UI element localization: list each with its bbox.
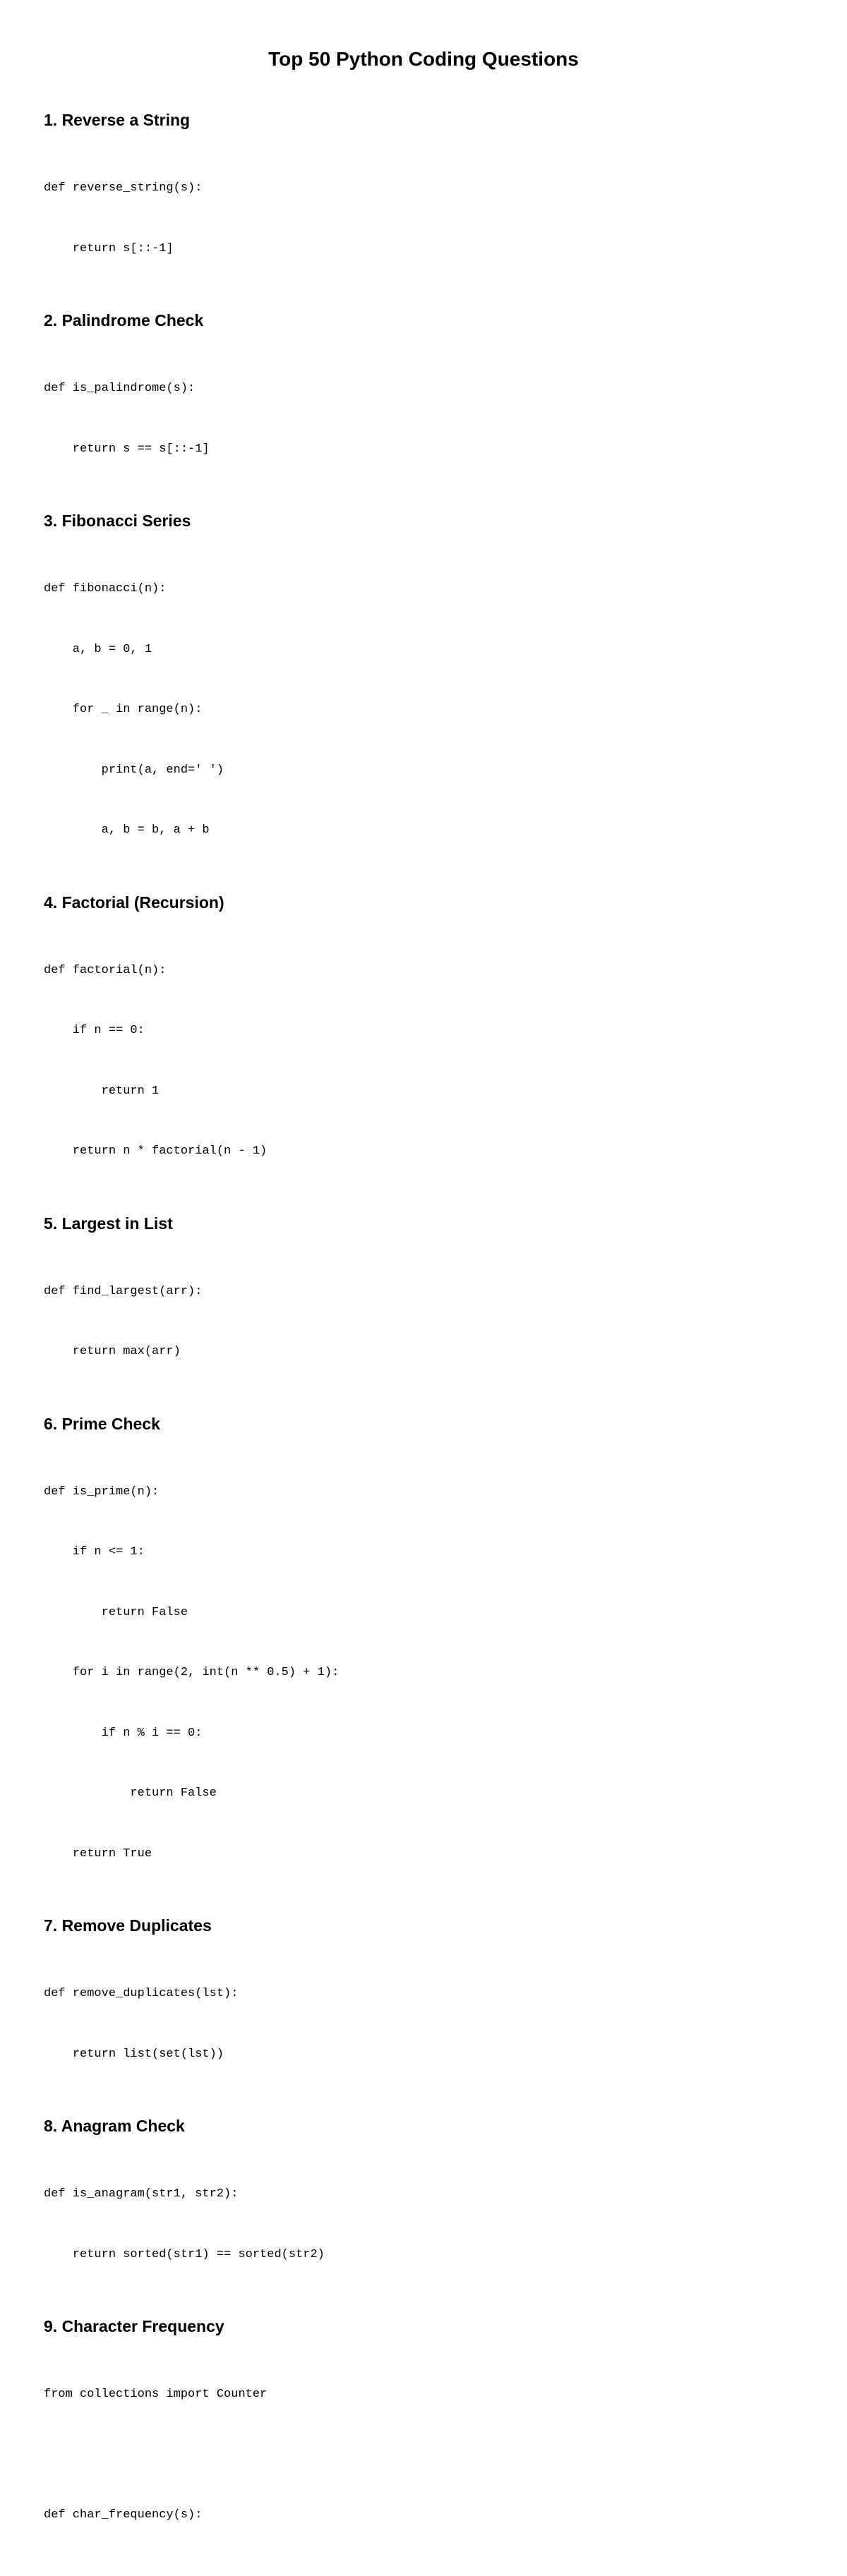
code-line: def is_prime(n): — [44, 1484, 160, 1499]
code-block — [44, 339, 806, 500]
code-line: from collections import Counter — [44, 2388, 268, 2401]
code-line: return max(arr) — [44, 1345, 181, 1358]
question-section — [44, 891, 806, 1202]
document-title: Top 50 Python Coding Questions — [268, 48, 579, 70]
code-line: if n == 0: — [44, 1024, 145, 1037]
section-heading: 6. Prime Check — [44, 1414, 160, 1433]
code-line: return 1 — [44, 1084, 160, 1098]
question-section — [44, 1914, 806, 2105]
code-block — [44, 2345, 806, 2566]
code-line: return s[::-1] — [44, 241, 174, 255]
code-line: print(a, end=' ') — [44, 763, 224, 777]
code-block — [44, 1944, 806, 2105]
section-heading: 3. Fibonacci Series — [44, 512, 191, 530]
code-line: return False — [44, 1786, 217, 1800]
code-line: a, b = b, a + b — [44, 823, 210, 837]
question-section — [44, 2315, 806, 2566]
code-block — [44, 1242, 806, 1403]
section-heading: 8. Anagram Check — [44, 2117, 185, 2135]
code-line: return s == s[::-1] — [44, 442, 210, 456]
code-line: a, b = 0, 1 — [44, 642, 152, 656]
code-line: def factorial(n): — [44, 963, 167, 977]
code-line: def is_anagram(str1, str2): — [44, 2187, 239, 2201]
section-heading: 5. Largest in List — [44, 1214, 173, 1233]
code-line: def reverse_string(s): — [44, 181, 203, 195]
code-block — [44, 2144, 806, 2305]
sections-container — [44, 109, 806, 2576]
code-block — [44, 921, 806, 1202]
code-block — [44, 539, 806, 881]
question-section — [44, 109, 806, 299]
code-line: for _ in range(n): — [44, 703, 203, 716]
code-line: return True — [44, 1846, 152, 1861]
section-heading: 9. Character Frequency — [44, 2317, 224, 2335]
code-line: def is_palindrome(s): — [44, 382, 196, 395]
code-line: def find_largest(arr): — [44, 1284, 203, 1298]
code-line: def remove_duplicates(lst): — [44, 1987, 239, 2000]
code-line: for i in range(2, int(n ** 0.5) + 1): — [44, 1666, 340, 1679]
code-line: def fibonacci(n): — [44, 582, 167, 595]
code-line: def char_frequency(s): — [44, 2508, 203, 2522]
code-block — [44, 1442, 806, 1905]
question-section — [44, 309, 806, 500]
question-section — [44, 1413, 806, 1905]
code-line — [44, 2445, 806, 2466]
code-block — [44, 138, 806, 299]
code-line: if n <= 1: — [44, 1545, 145, 1559]
section-heading: 2. Palindrome Check — [44, 311, 204, 329]
code-line: return list(set(lst)) — [44, 2047, 224, 2061]
code-line: if n % i == 0: — [44, 1726, 203, 1740]
section-heading: 7. Remove Duplicates — [44, 1916, 212, 1935]
section-heading: 1. Reverse a String — [44, 111, 191, 129]
code-line: return n * factorial(n - 1) — [44, 1144, 268, 1158]
section-heading: 4. Factorial (Recursion) — [44, 893, 224, 912]
code-line: return False — [44, 1605, 188, 1619]
question-section — [44, 2115, 806, 2305]
question-section — [44, 509, 806, 881]
code-line: return sorted(str1) == sorted(str2) — [44, 2247, 325, 2261]
question-section — [44, 1212, 806, 1403]
